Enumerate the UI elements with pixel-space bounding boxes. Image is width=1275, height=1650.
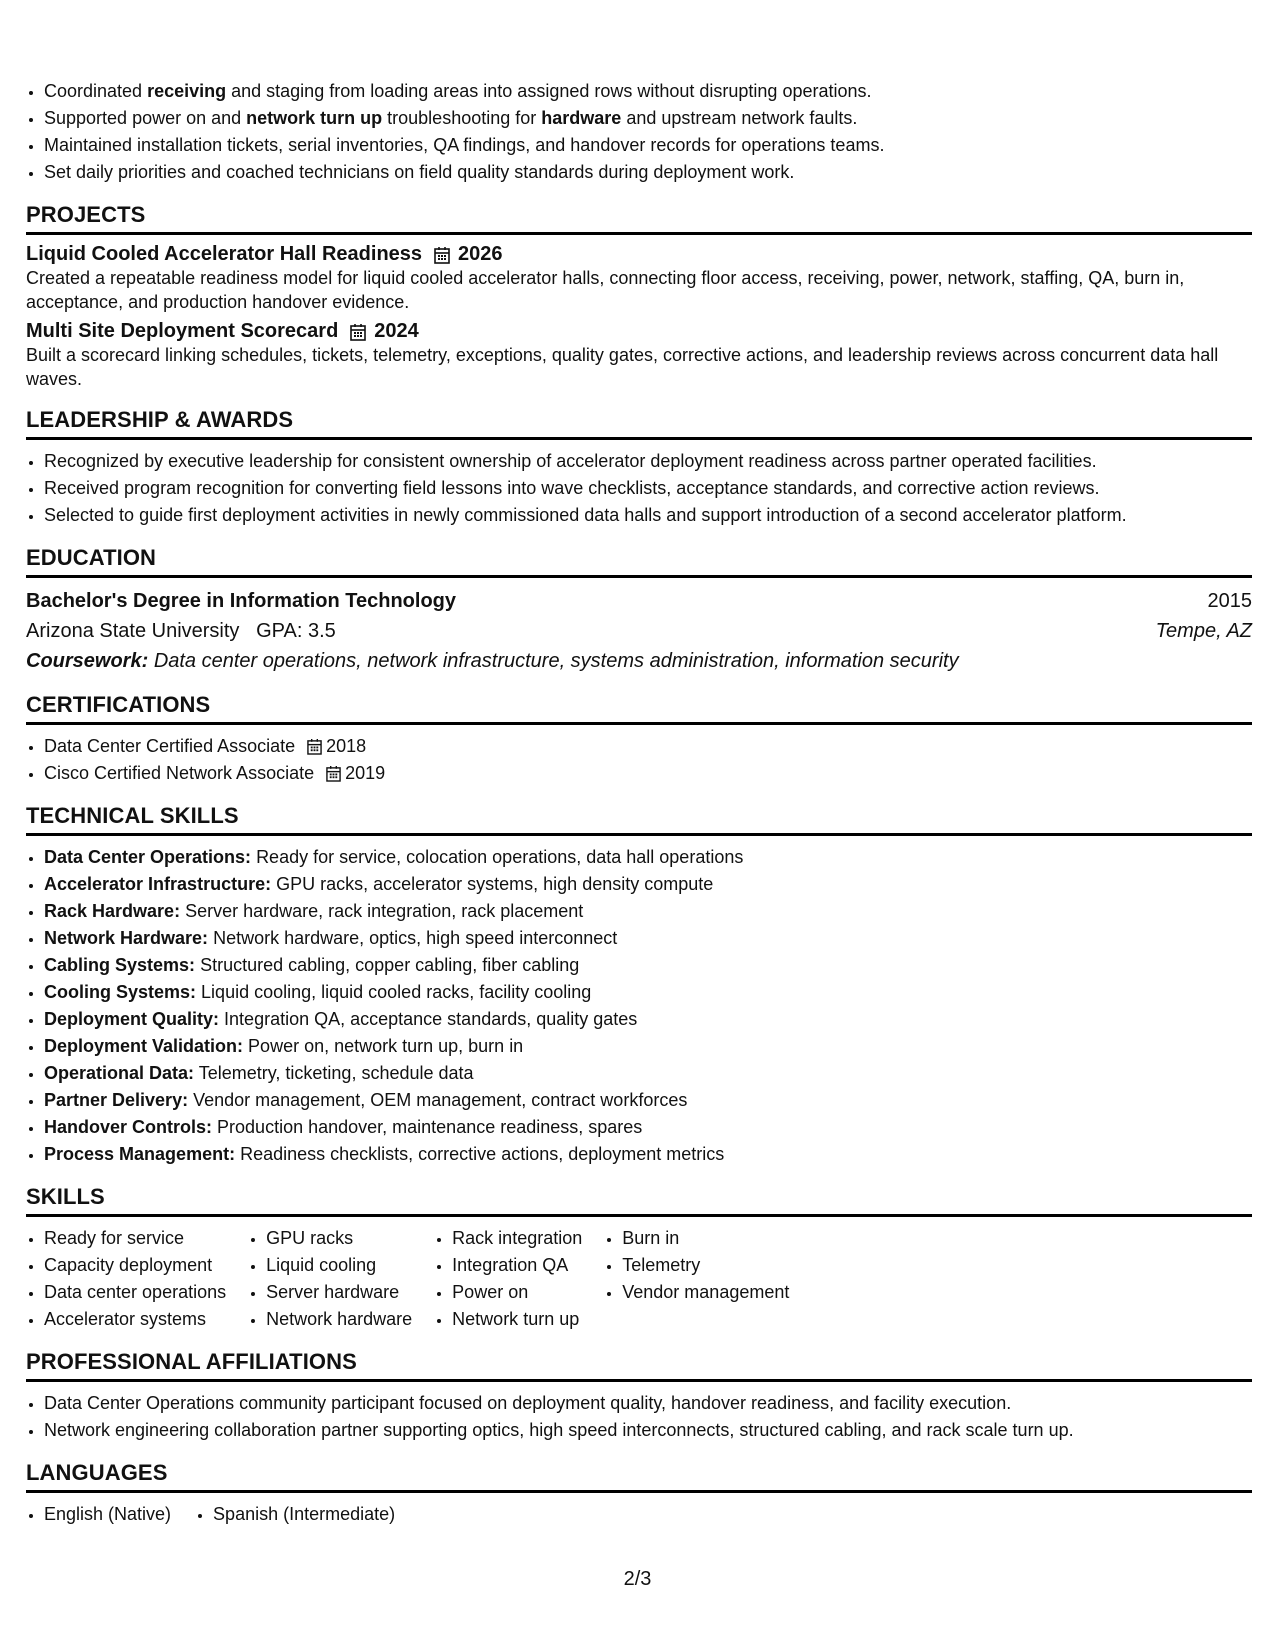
skills-heading: SKILLS [26, 1184, 1252, 1217]
list-item: • Handover Controls: Production handover, maintenance readiness, spares [44, 1114, 1252, 1141]
list-item: • Operational Data: Telemetry, ticketing, schedule data [44, 1060, 1252, 1087]
languages-list [26, 1501, 1252, 1528]
education-heading: EDUCATION [26, 545, 1252, 578]
list-item: • Cabling Systems: Structured cabling, copper cabling, fiber cabling [44, 952, 1252, 979]
list-item: • Cooling Systems: Liquid cooling, liquid cooled racks, facility cooling [44, 979, 1252, 1006]
coursework-list: Data center operations, network infrastructure, systems administration, information security [153, 650, 959, 672]
list-item: • Telemetry [622, 1252, 789, 1279]
list-item: • Accelerator Infrastructure: GPU racks, accelerator systems, high density compute [44, 871, 1252, 898]
cert-name: • Data Center Certified Associate [44, 736, 296, 756]
experience-bullets [26, 78, 1252, 186]
list-item [44, 733, 1252, 760]
list-item: • Data Center Operations: Ready for service, colocation operations, data hall operations [44, 844, 1252, 871]
list-item: • Server hardware [266, 1279, 412, 1306]
list-item: • Vendor management [622, 1279, 789, 1306]
list-item: • Rack Hardware: Server hardware, rack integration, rack placement [44, 898, 1252, 925]
project-year: 2024 [374, 320, 419, 342]
skills-columns [26, 1225, 1252, 1333]
list-item: • Selected to guide first deployment activities in newly commissioned data halls and support introduction of a second accelerator platform. [44, 502, 1252, 529]
project-name: Multi Site Deployment Scorecard [26, 320, 339, 342]
list-item: • Process Management: Readiness checklists, corrective actions, deployment metrics [44, 1141, 1252, 1168]
certifications-list [26, 733, 1252, 787]
coursework-label: Coursework: [26, 650, 149, 672]
list-item: • Deployment Validation: Power on, network turn up, burn in [44, 1033, 1252, 1060]
school-location: Tempe, AZ [1155, 620, 1252, 642]
skills-column [248, 1225, 412, 1333]
list-item: • Supported power on and network turn up troubleshooting for hardware and upstream network faults. [44, 105, 1252, 132]
list-item: • Deployment Quality: Integration QA, acceptance standards, quality gates [44, 1006, 1252, 1033]
project-description: Built a scorecard linking schedules, tickets, telemetry, exceptions, quality gates, corrective actions, and leadership reviews across concurrent data hall waves. [26, 345, 1219, 389]
list-item: • Data center operations [44, 1279, 226, 1306]
project-entry [26, 320, 1252, 391]
list-item: • Received program recognition for converting field lessons into wave checklists, acceptance standards, and corrective action reviews. [44, 475, 1252, 502]
languages-heading: LANGUAGES [26, 1460, 1252, 1493]
calendar-icon [307, 738, 322, 755]
coursework [26, 646, 1252, 676]
list-item: • GPU racks [266, 1225, 412, 1252]
list-item [44, 760, 1252, 787]
list-item: • Partner Delivery: Vendor management, OEM management, contract workforces [44, 1087, 1252, 1114]
technical-skills-heading: TECHNICAL SKILLS [26, 803, 1252, 836]
project-name: Liquid Cooled Accelerator Hall Readiness [26, 243, 423, 265]
page-number: 2/3 [623, 1568, 652, 1590]
language-column [26, 1501, 171, 1528]
project-description: Created a repeatable readiness model for liquid cooled accelerator halls, connecting floor access, receiving, power, network, staffing, QA, burn in, acceptance, and production handover evidence. [26, 268, 1185, 312]
skills-column [434, 1225, 582, 1333]
leadership-heading: LEADERSHIP & AWARDS [26, 407, 1252, 440]
list-item: • Ready for service [44, 1225, 226, 1252]
list-item: • Liquid cooling [266, 1252, 412, 1279]
skills-column [26, 1225, 226, 1333]
list-item: • Network Hardware: Network hardware, optics, high speed interconnect [44, 925, 1252, 952]
list-item: • Set daily priorities and coached technicians on field quality standards during deployment work. [44, 159, 1252, 186]
degree-name: Bachelor's Degree in Information Technology [26, 590, 457, 612]
list-item: • Data Center Operations community participant focused on deployment quality, handover readiness, and facility execution. [44, 1390, 1252, 1417]
leadership-list [26, 448, 1252, 529]
cert-year: 2019 [345, 763, 386, 783]
gpa: GPA: 3.5 [256, 620, 336, 642]
list-item: • Power on [452, 1279, 582, 1306]
list-item: • Capacity deployment [44, 1252, 226, 1279]
education-school-row [26, 616, 1252, 646]
skills-column [604, 1225, 789, 1333]
list-item: • Network turn up [452, 1306, 582, 1333]
technical-skills-list [26, 844, 1252, 1168]
school-name: Arizona State University [26, 620, 240, 642]
project-year: 2026 [458, 243, 503, 265]
list-item: • Accelerator systems [44, 1306, 226, 1333]
list-item: • Burn in [622, 1225, 789, 1252]
list-item: • Coordinated receiving and staging from loading areas into assigned rows without disrupting operations. [44, 78, 1252, 105]
list-item: • Network hardware [266, 1306, 412, 1333]
list-item: • Integration QA [452, 1252, 582, 1279]
certifications-heading: CERTIFICATIONS [26, 692, 1252, 725]
cert-name: • Cisco Certified Network Associate [44, 763, 315, 783]
affiliations-list [26, 1390, 1252, 1444]
project-entry [26, 243, 1252, 314]
projects-heading: PROJECTS [26, 202, 1252, 235]
list-item: • Maintained installation tickets, serial inventories, QA findings, and handover records for operations teams. [44, 132, 1252, 159]
education-degree-row [26, 586, 1252, 616]
affiliations-heading: PROFESSIONAL AFFILIATIONS [26, 1349, 1252, 1382]
calendar-icon [350, 323, 366, 341]
calendar-icon [326, 765, 341, 782]
list-item: • Network engineering collaboration partner supporting optics, high speed interconnects, structured cabling, and rack scale turn up. [44, 1417, 1252, 1444]
graduation-year: 2015 [1207, 590, 1252, 612]
list-item: • Rack integration [452, 1225, 582, 1252]
list-item: • Spanish (Intermediate) [213, 1501, 395, 1528]
list-item: • Recognized by executive leadership for consistent ownership of accelerator deployment readiness across partner operated facilities. [44, 448, 1252, 475]
resume-page [26, 78, 1252, 1528]
list-item: • English (Native) [44, 1501, 171, 1528]
calendar-icon [434, 246, 450, 264]
cert-year: 2018 [326, 736, 367, 756]
language-column [195, 1501, 395, 1528]
